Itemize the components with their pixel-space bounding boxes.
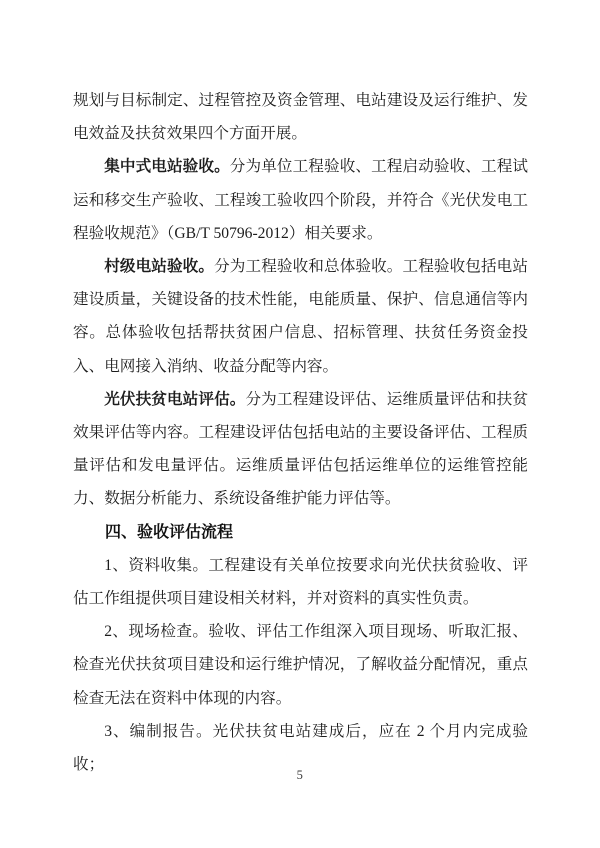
paragraph xyxy=(73,150,528,250)
page-number: 5 xyxy=(296,768,304,782)
paragraph-text: 分为工程验收和总体验收。工程验收包括电站建设质量，关键设备的技术性能，电能质量、保护、信息通信等内容。总体验收包括帮扶贫困户信息、招标管理、扶贫任务资金投入、电网接入消纳、收益分配等内容。 xyxy=(73,258,528,375)
paragraph-text: 1、资料收集。工程建设有关单位按要求向光伏扶贫验收、评估工作组提供项目建设相关材料，并对资料的真实性负责。 xyxy=(73,556,528,608)
bold-lead: 光伏扶贫电站评估。 xyxy=(104,390,246,408)
page-content xyxy=(73,84,528,781)
paragraph-text: 2、现场检查。验收、评估工作组深入项目现场、听取汇报、检查光伏扶贫项目建设和运行维护情况，了解收益分配情况，重点检查无法在资料中体现的内容。 xyxy=(73,623,528,707)
paragraph xyxy=(73,84,528,150)
paragraph xyxy=(73,383,528,516)
section-heading: 四、验收评估流程 xyxy=(105,523,234,541)
paragraph-text: 3、编制报告。光伏扶贫电站建成后，应在 2 个月内完成验收； xyxy=(73,722,528,774)
bold-lead: 村级电站验收。 xyxy=(104,258,215,276)
paragraph-text: 规划与目标制定、过程管控及资金管理、电站建设及运行维护、发电效益及扶贫效果四个方面开展。 xyxy=(73,92,528,143)
paragraph-text: 分为工程建设评估、运维质量评估和扶贫效果评估等内容。工程建设评估包括电站的主要设备评估、工程质量评估和发电量评估。运维质量评估包括运维单位的运维管控能力、数据分析能力、系统设备维护能力评估等。 xyxy=(73,390,528,508)
paragraph-text: 分为单位工程验收、工程启动验收、工程试运和移交生产验收、工程竣工验收四个阶段，并符合《光伏发电工程验收规范》（GB/T 50796-2012）相关要求。 xyxy=(73,158,528,242)
paragraph xyxy=(73,615,528,715)
paragraph xyxy=(73,250,528,383)
bold-lead: 集中式电站验收。 xyxy=(104,158,230,176)
paragraph xyxy=(73,549,528,615)
